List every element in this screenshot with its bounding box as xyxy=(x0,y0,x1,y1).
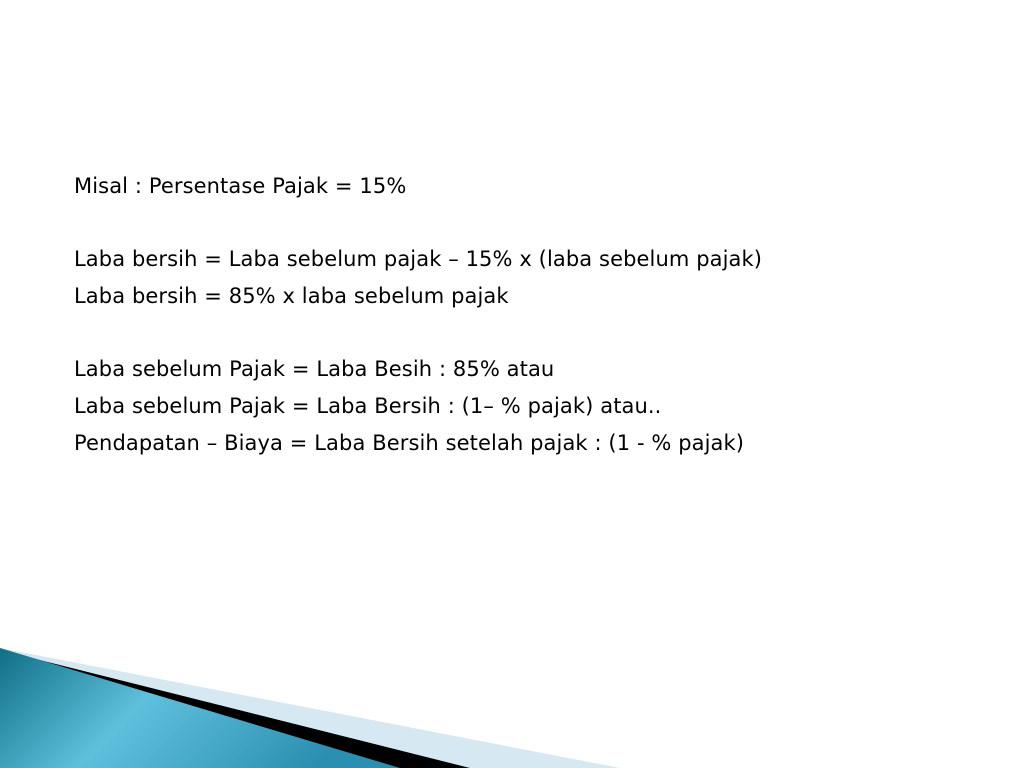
paragraph-2-line-1: Laba bersih = Laba sebelum pajak – 15% x (laba sebelum pajak) xyxy=(74,247,763,271)
paragraph-3-line-1: Laba sebelum Pajak = Laba Besih : 85% atau xyxy=(74,357,555,381)
paragraph-1-line-1: Misal : Persentase Pajak = 15% xyxy=(74,174,407,198)
paragraph-2-line-2: Laba bersih = 85% x laba sebelum pajak xyxy=(74,284,509,308)
paragraph-3-line-3: Pendapatan – Biaya = Laba Bersih setelah pajak : (1 - % pajak) xyxy=(74,431,745,455)
teal-gradient-wedge xyxy=(0,648,400,768)
paragraph-3-line-2: Laba sebelum Pajak = Laba Bersih : (1– % pajak) atau.. xyxy=(74,394,662,418)
